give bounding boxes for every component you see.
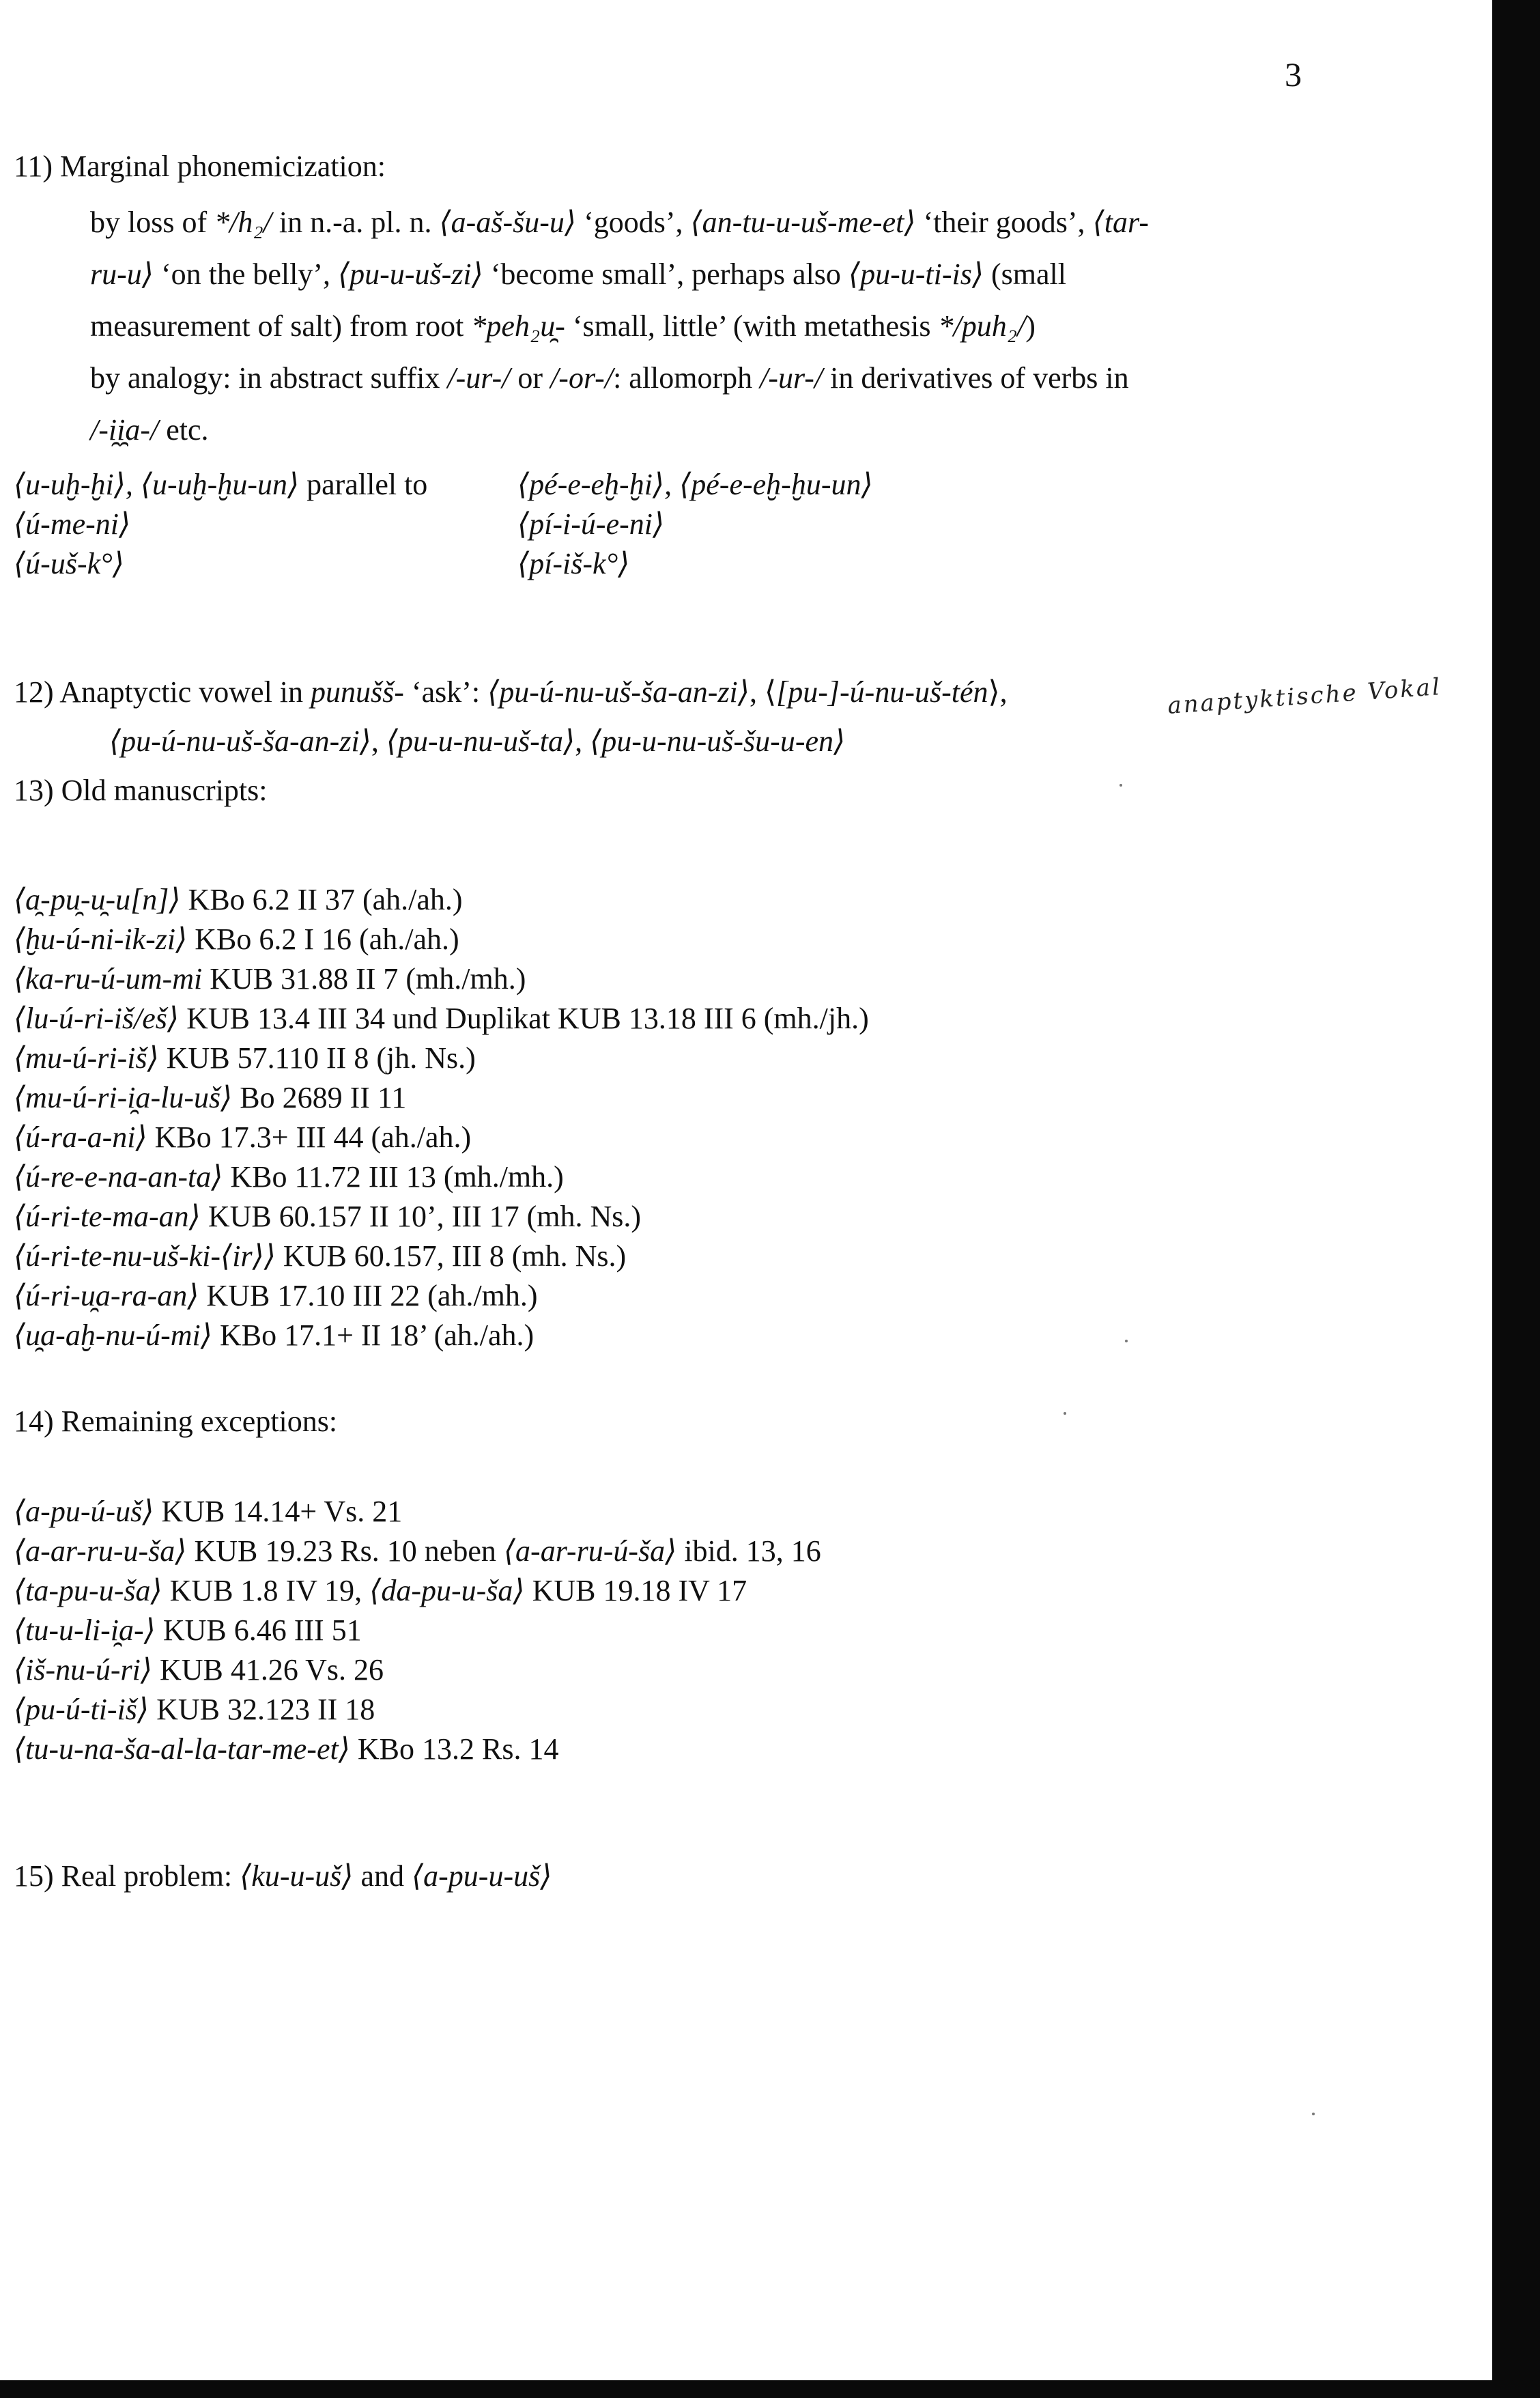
italic-form: ⟨a̯-pu̯-u̯-u[n]⟩ [14,883,181,916]
scan-speck [1125,1340,1128,1342]
text-segment: in n.-a. pl. n. [271,206,440,239]
italic-form: ⟨pu-u-uš-zi⟩ [338,257,483,291]
italic-form: ⟨ú-ri-te-ma-an⟩ [14,1200,201,1233]
text-segment: KBo 17.1+ II 18’ (ah./ah.) [212,1318,534,1352]
text-segment: ‘become small’, perhaps also [483,257,849,291]
text-segment: or [510,361,551,395]
italic-form: ⟨pu-ú-nu-uš-ša-an-zi⟩ [109,724,371,758]
italic-form: ⟨iš-nu-ú-ri⟩ [14,1653,152,1687]
section-14-heading: 14) Remaining exceptions: [14,1405,338,1438]
italic-form: ⟨a-ar-ru-u-ša⟩ [14,1534,187,1568]
pair-2-left [14,505,130,544]
italic-form: punušš- [311,675,404,709]
italic-form: ⟨pu-u-ti-is⟩ [848,257,984,291]
section-15-line [14,1857,552,1895]
italic-form: */puh₂/ [938,309,1026,343]
text-segment: (small [984,257,1066,291]
text-segment: KUB 57.110 II 8 (jh. Ns.) [158,1041,476,1075]
text-segment: ibid. 13, 16 [676,1534,821,1568]
text-segment: KUB 17.10 III 22 (ah./mh.) [199,1279,538,1312]
italic-form: ⟨ta-pu-u-ša⟩ [14,1574,162,1607]
text-segment: 12) Anaptyctic vowel in [14,675,311,709]
section-12-line-1 [14,673,1008,711]
pair-1-left [14,466,427,504]
italic-form: ⟨lu-ú-ri-iš/eš⟩ [14,1002,180,1035]
italic-form: ⟨pé-e-eḫ-ḫi⟩, ⟨pé-e-eḫ-ḫu-un⟩ [517,468,873,501]
exception-entry [14,1572,747,1610]
italic-form: ⟨pí-iš-k°⟩ [517,547,630,580]
text-segment: KUB 19.18 IV 17 [524,1574,747,1607]
manuscript-entry [14,1158,564,1196]
text-segment: measurement of salt) from root [90,309,472,343]
italic-form: ⟨pu-ú-nu-uš-ša-an-zi⟩ [487,675,750,709]
manuscript-entry [14,1316,534,1355]
text-segment: KBo 6.2 I 16 (ah./ah.) [187,922,459,956]
text-segment: KUB 32.123 II 18 [149,1693,375,1726]
italic-form: *peh₂u̯- [471,309,565,343]
italic-form: ⟨a-ar-ru-ú-ša⟩ [503,1534,677,1568]
italic-form: ⟨mu-ú-ri-iš⟩ [14,1041,159,1075]
text-segment: in derivatives of verbs in [823,361,1129,395]
exception-entry [14,1730,558,1768]
section-11-line-5 [90,411,209,449]
section-13-heading: 13) Old manuscripts: [14,774,268,807]
text-segment: KUB 19.23 Rs. 10 neben [186,1534,504,1568]
pair-1-right [517,466,873,504]
text-segment: ‘their goods’, [915,206,1093,239]
section-11-line-2 [90,255,1066,294]
exception-entry [14,1691,375,1729]
pair-3-left [14,545,124,583]
text-segment: ‘on the belly’, [153,257,338,291]
italic-form: ⟨a-pu-ú-uš⟩ [14,1495,154,1528]
text-segment: ⟩, [988,675,1008,709]
italic-form: ⟨an-tu-u-uš-me-et⟩ [690,206,916,239]
italic-form: ⟨pu-u-nu-uš-šu-u-en⟩ [590,724,846,758]
manuscript-entry [14,1079,406,1117]
scan-speck [1120,784,1122,787]
italic-form: ⟨u̯a-aḫ-nu-ú-mi⟩ [14,1318,212,1352]
text-segment: KUB 60.157, III 8 (mh. Ns.) [275,1239,627,1273]
text-segment: KBo 6.2 II 37 (ah./ah.) [180,883,463,916]
text-segment: KBo 11.72 III 13 (mh./mh.) [223,1160,564,1194]
section-12-line-2 [109,722,845,761]
scan-border-bottom [0,2380,1540,2398]
text-segment: ‘goods’, [576,206,691,239]
italic-form: ⟨a-pu-u-uš⟩ [411,1859,552,1893]
manuscript-entry [14,920,459,959]
italic-form: ⟨ú-uš-k°⟩ [14,547,124,580]
text-segment: KUB 31.88 II 7 (mh./mh.) [202,962,526,996]
italic-form: ⟨pí-i-ú-e-ni⟩ [517,507,665,541]
italic-form: ⟨ú-re-e-na-an-ta⟩ [14,1160,223,1194]
text-segment: ) [1025,309,1036,343]
italic-form: ⟨pu-u-nu-uš-ta⟩ [386,724,575,758]
pair-3-right [517,545,629,583]
italic-form: ⟨u-uḫ-ḫi⟩, ⟨u-uḫ-ḫu-un⟩ [14,468,300,501]
italic-form: /-or-/ [550,361,614,395]
manuscript-entry [14,1118,471,1157]
italic-form: ⟨ú-me-ni⟩ [14,507,131,541]
scan-border-right [1492,0,1540,2398]
italic-form: ⟨tu-u-na-ša-al-la-tar-me-et⟩ [14,1732,350,1766]
manuscript-entry [14,1000,869,1038]
italic-form: ⟨ú-ri-te-nu-uš-ki-⟨ir⟩⟩ [14,1239,276,1273]
manuscript-entry [14,960,526,998]
manuscript-entry [14,1039,476,1077]
manuscript-entry [14,881,463,919]
italic-form: ⟨mu-ú-ri-i̯a-lu-uš⟩ [14,1081,233,1114]
manuscript-entry [14,1198,641,1236]
text-segment: 15) Real problem: [14,1859,240,1893]
exception-entry [14,1611,362,1650]
text-segment: by analogy: in abstract suffix [90,361,448,395]
exception-entry [14,1651,384,1689]
italic-form: ⟨ka-ru-ú-um-mi [14,962,203,996]
pair-2-right [517,505,664,544]
text-segment: , [371,724,386,758]
text-segment: ‘ask’: [403,675,488,709]
manuscript-entry [14,1237,626,1275]
text-segment: KBo 17.3+ III 44 (ah./ah.) [147,1120,472,1154]
text-segment: , [575,724,590,758]
handwritten-margin-note: anaptyktische Vokal [1167,673,1443,720]
text-segment: parallel to [299,468,428,501]
exception-entry [14,1493,402,1531]
section-11-heading: 11) Marginal phonemicization: [14,150,386,183]
italic-form: /-ur-/ [760,361,823,395]
italic-form: /-ur-/ [447,361,511,395]
italic-form: ⟨ú-ri-u̯a-ra-an⟩ [14,1279,199,1312]
italic-form: ⟨ú-ra-a-ni⟩ [14,1120,147,1154]
text-segment: Bo 2689 II 11 [232,1081,407,1114]
text-segment: KUB 1.8 IV 19, [162,1574,370,1607]
text-segment: by loss of [90,206,215,239]
italic-form: ⟨tar- [1092,206,1149,239]
scan-speck [1064,1412,1066,1415]
italic-form: */h₂/ [214,206,272,239]
exception-entry [14,1532,821,1570]
section-11-line-1 [90,203,1149,242]
italic-form: ⟨a-aš-šu-u⟩ [439,206,577,239]
italic-form: ⟨tu-u-li-i̯a-⟩ [14,1613,156,1647]
text-segment: KUB 60.157 II 10’, III 17 (mh. Ns.) [200,1200,642,1233]
italic-form: ⟨pu-ú-ti-iš⟩ [14,1693,149,1726]
text-segment: ‘small, little’ (with metathesis [565,309,939,343]
text-segment: : allomorph [613,361,760,395]
italic-form: [pu-]-ú-nu-uš-tén [776,675,988,709]
page-number: 3 [1285,55,1302,94]
text-segment: KBo 13.2 Rs. 14 [350,1732,559,1766]
text-segment: KUB 14.14+ Vs. 21 [154,1495,403,1528]
section-11-line-4 [90,359,1129,397]
text-segment: , ⟨ [749,675,777,709]
italic-form: /-i̯i̯a-/ [90,413,159,447]
text-segment: KUB 13.4 III 34 und Duplikat KUB 13.18 III 6 (mh./jh.) [179,1002,869,1035]
text-segment: KUB 6.46 III 51 [155,1613,362,1647]
text-segment: and [353,1859,412,1893]
text-segment: KUB 41.26 Vs. 26 [152,1653,384,1687]
italic-form: ru-u⟩ [90,257,154,291]
text-segment: etc. [158,413,209,447]
italic-form: ⟨ku-u-uš⟩ [240,1859,354,1893]
italic-form: ⟨da-pu-u-ša⟩ [369,1574,525,1607]
manuscript-entry [14,1277,538,1315]
scan-speck [1312,2113,1315,2115]
section-11-line-3 [90,307,1036,345]
italic-form: ⟨ḫu-ú-ni-ik-zi⟩ [14,922,188,956]
